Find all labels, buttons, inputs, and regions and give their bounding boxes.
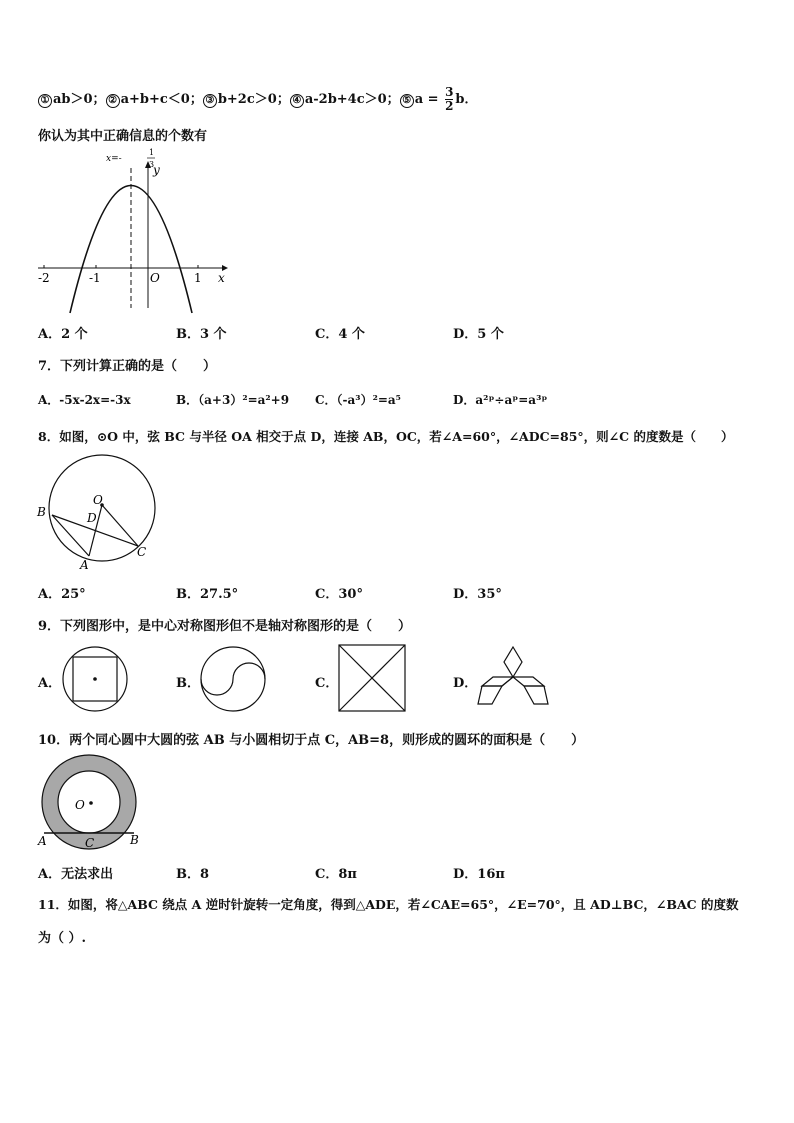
q6-question: 你认为其中正确信息的个数有 xyxy=(38,129,208,144)
q8-option-d[interactable]: D．35° xyxy=(453,587,502,602)
q6-option-b[interactable]: B．3 个 xyxy=(176,327,227,342)
condition-5-marker: ⑤ xyxy=(400,94,414,108)
q7-option-c[interactable]: C．（-a³）²=a⁵ xyxy=(315,393,401,407)
q9-figure-a[interactable] xyxy=(60,645,130,715)
q8-option-b[interactable]: B．27.5° xyxy=(176,587,239,602)
fraction-suffix: b． xyxy=(455,92,478,107)
q9-option-b[interactable]: B． xyxy=(176,676,200,691)
label-a: A xyxy=(80,558,89,572)
q9-question: 9．下列图形中，是中心对称图形但不是轴对称图形的是（ ） xyxy=(38,619,412,634)
condition-3: b+2c＞0； xyxy=(217,92,290,107)
condition-2-marker: ② xyxy=(106,94,120,108)
condition-2: a+b+c＜0； xyxy=(120,92,203,107)
q7-option-d[interactable]: D．a²ᵖ÷aᵖ=a³ᵖ xyxy=(453,393,548,407)
origin-label: O xyxy=(150,271,160,285)
q11-question-line1: 11．如图，将△ABC 绕点 A 逆时针旋转一定角度，得到△ADE，若∠CAE=65°，∠E=70°，且 AD⊥BC，∠BAC 的度数 xyxy=(38,897,739,912)
q7-question: 7．下列计算正确的是（ ） xyxy=(38,359,217,374)
condition-1: ab＞0； xyxy=(53,92,106,107)
q9-figure-c[interactable] xyxy=(338,644,408,714)
q10-option-c[interactable]: C．8π xyxy=(315,867,357,882)
symmetry-frac-num: 1 xyxy=(149,148,155,157)
q9-figure-b[interactable] xyxy=(198,645,268,715)
yin-yang-s-curve xyxy=(201,663,265,695)
q7-option-b[interactable]: B．（a+3）²=a²+9 xyxy=(176,393,290,407)
center-join xyxy=(502,677,513,686)
condition-1-marker: ① xyxy=(38,94,52,108)
label-c: C xyxy=(85,836,95,850)
x-axis-label: x xyxy=(218,271,225,285)
q8-question: 8．如图，⊙O 中，弦 BC 与半径 OA 相交于点 D，连接 AB，OC，若∠A=60°，∠ADC=85°，则∠C 的度数是（ ） xyxy=(38,429,734,444)
q6-option-c[interactable]: C．4 个 xyxy=(315,327,365,342)
q7-option-a[interactable]: A．-5x-2x=-3x xyxy=(38,393,131,407)
symmetry-frac-den: 3 xyxy=(149,160,155,169)
q8-option-a[interactable]: A．25° xyxy=(38,587,86,602)
inner-circle xyxy=(58,771,120,833)
label-c: C xyxy=(137,545,147,559)
label-o: O xyxy=(75,798,85,812)
q10-option-b[interactable]: B．8 xyxy=(176,867,210,882)
q10-option-d[interactable]: D．16π xyxy=(453,867,505,882)
fraction xyxy=(445,86,453,113)
condition-5: a = xyxy=(414,92,444,107)
q6-option-d[interactable]: D．5 个 xyxy=(453,327,504,342)
rhombus-top xyxy=(504,647,522,677)
tick-label-1: 1 xyxy=(194,271,202,285)
label-o: O xyxy=(93,493,103,507)
fraction-numerator: 3 xyxy=(445,85,454,99)
symmetry-axis-label: x=- xyxy=(106,154,122,164)
circle-o-figure xyxy=(34,452,164,572)
q6-conditions xyxy=(38,86,478,113)
q10-option-a[interactable]: A．无法求出 xyxy=(38,867,114,882)
center-o-dot xyxy=(89,801,93,805)
q8-option-c[interactable]: C．30° xyxy=(315,587,363,602)
annulus-figure xyxy=(34,752,144,852)
tick-label-neg1: -1 xyxy=(89,271,101,285)
condition-4-marker: ④ xyxy=(290,94,304,108)
q6-option-a[interactable]: A．2 个 xyxy=(38,327,88,342)
q9-option-a[interactable]: A． xyxy=(38,676,62,691)
label-a: A xyxy=(38,834,47,848)
condition-3-marker: ③ xyxy=(203,94,217,108)
center-dot xyxy=(93,677,97,681)
label-b: B xyxy=(130,833,139,847)
fraction-denominator: 2 xyxy=(445,99,454,113)
tick-label-neg2: -2 xyxy=(38,271,50,285)
q9-figure-d[interactable] xyxy=(478,646,548,708)
y-axis-label: y xyxy=(153,163,160,177)
q9-option-c[interactable]: C． xyxy=(315,676,339,691)
label-d: D xyxy=(87,511,97,525)
rhombus-bottom-right xyxy=(524,686,548,704)
label-b: B xyxy=(37,505,46,519)
rhombus-right xyxy=(513,677,544,686)
rhombus-bottom-left xyxy=(478,686,502,704)
q11-question-line2: 为（ ）. xyxy=(38,931,87,946)
q9-option-d[interactable]: D． xyxy=(453,676,478,691)
condition-4: a-2b+4c＞0； xyxy=(304,92,400,107)
parabola-graph xyxy=(34,148,234,313)
q10-question: 10．两个同心圆中大圆的弦 AB 与小圆相切于点 C，AB=8，则形成的圆环的面积是（ ） xyxy=(38,733,585,748)
